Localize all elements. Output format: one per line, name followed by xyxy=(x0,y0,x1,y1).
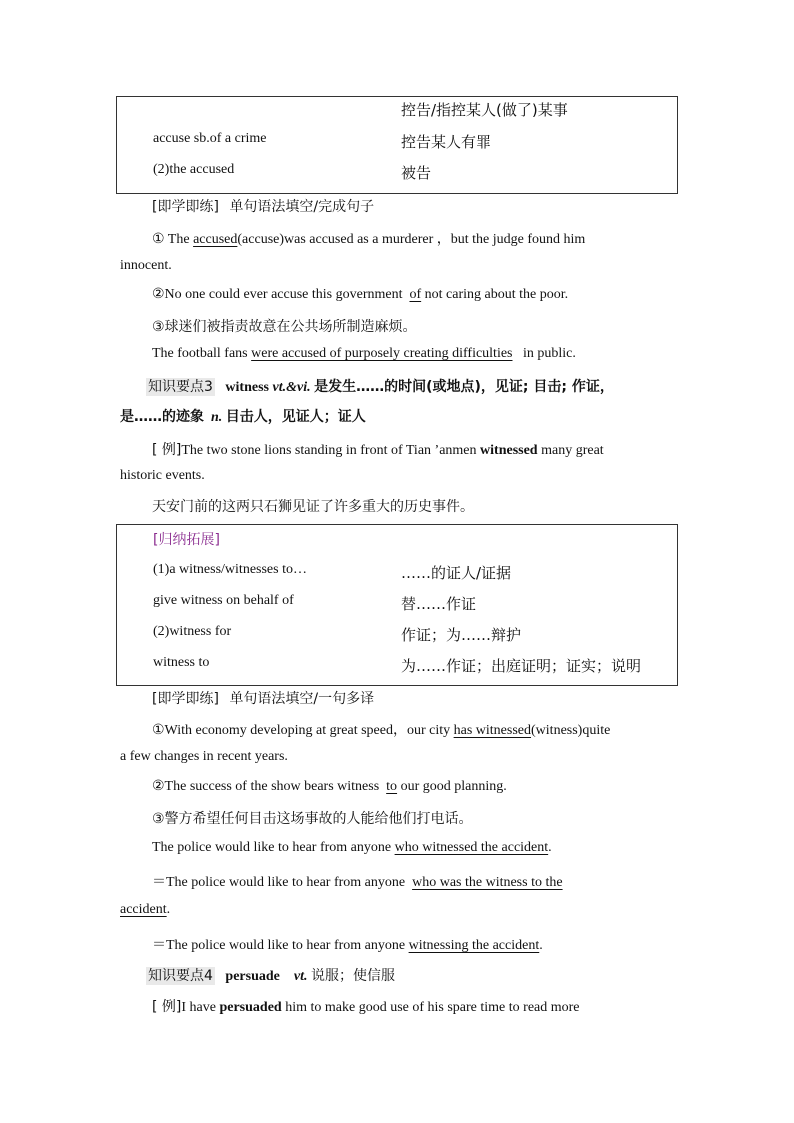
usage-en: accuse sb.of a crime xyxy=(153,131,267,146)
practice-heading xyxy=(152,688,676,708)
usage-en: give witness on behalf of xyxy=(153,593,294,608)
sentence-text: (witness)quite xyxy=(531,723,611,738)
answer-blank: who witnessed the accident xyxy=(394,840,549,855)
sentence-text: The football fans xyxy=(152,346,248,361)
practice-heading xyxy=(152,196,676,216)
usage-box-accuse xyxy=(116,96,678,194)
sentence-text: in public. xyxy=(523,346,576,361)
example-line xyxy=(152,996,676,1016)
exercise-line-cont: a few changes in recent years. xyxy=(120,749,288,764)
sentence-text: . xyxy=(548,840,552,855)
example-keyword: persuaded xyxy=(219,1000,282,1015)
usage-en: (2)witness for xyxy=(153,624,232,639)
sentence-text: not caring about the poor. xyxy=(424,287,569,302)
usage-cn: 控告某人有罪 xyxy=(401,133,492,151)
exercise-line-cn: ③球迷们被指责故意在公共场所制造麻烦。 xyxy=(152,319,417,335)
sentence-text: ②No one could ever accuse this government xyxy=(152,287,403,302)
exercise-line xyxy=(152,719,676,739)
exercise-line xyxy=(152,228,676,248)
usage-row xyxy=(153,593,667,617)
sentence-text: (accuse)was accused as a murderer ，but the judge found him xyxy=(237,232,586,247)
example-label: [ 例] xyxy=(152,999,182,1015)
example-line xyxy=(152,439,676,459)
usage-cn: 被告 xyxy=(401,164,432,182)
usage-row xyxy=(153,655,667,679)
sentence-text: ＝The police would like to hear from anyone xyxy=(152,875,406,890)
usage-cn: 替……作证 xyxy=(401,595,477,613)
usage-cn: 控告/指控某人(做了)某事 xyxy=(401,101,568,119)
answer-blank: accident xyxy=(120,902,167,917)
answer-blank: who was the witness to the xyxy=(412,875,563,890)
example-keyword: witnessed xyxy=(480,443,538,458)
usage-row xyxy=(153,131,667,155)
sentence-text: . xyxy=(539,938,543,953)
answer-blank: were accused of purposely creating difficulties xyxy=(251,346,513,361)
usage-en: witness to xyxy=(153,655,210,670)
answer-blank: accused xyxy=(193,232,238,247)
sentence-text: ＝The police would like to hear from anyone xyxy=(152,938,406,953)
usage-row xyxy=(153,562,667,586)
part-of-speech: vt.&vi. xyxy=(272,380,311,395)
box-title: [归纳拓展] xyxy=(153,532,220,548)
part-of-speech: n. xyxy=(211,410,223,425)
usage-cn: 为……作证；出庭证明；证实；说明 xyxy=(401,657,642,675)
answer-blank: of xyxy=(409,287,422,302)
exercise-line xyxy=(152,346,676,362)
exercise-line-cn: ③警方希望任何目击这场事故的人能给他们打电话。 xyxy=(152,811,473,827)
answer-blank: has witnessed xyxy=(453,723,532,738)
headword: witness xyxy=(225,380,269,395)
example-text: many great xyxy=(541,443,604,458)
example-text: The two stone lions standing in front of Tian ’anmen xyxy=(181,443,477,458)
knowledge-point-heading xyxy=(146,965,676,985)
usage-cn: 作证；为……辩护 xyxy=(401,626,522,644)
example-label: [ 例] xyxy=(152,442,182,458)
exercise-line xyxy=(152,840,676,856)
knowledge-point-tag: 知识要点3 xyxy=(148,379,213,395)
exercise-line-cont: innocent. xyxy=(120,258,172,273)
knowledge-point-heading-cont xyxy=(120,406,366,426)
sentence-text: our good planning. xyxy=(400,779,507,794)
example-line-cont: historic events. xyxy=(120,468,205,483)
usage-cn: ……的证人/证据 xyxy=(401,564,512,582)
practice-label: [即学即练] xyxy=(152,199,219,215)
exercise-line xyxy=(152,778,676,795)
example-text: him to make good use of his spare time to read more xyxy=(285,1000,580,1015)
exercise-line xyxy=(152,871,676,891)
sentence-text: The police would like to hear from anyone xyxy=(152,840,392,855)
sentence-text: ①With economy developing at great speed，our city xyxy=(152,723,451,738)
usage-en: (1)a witness/witnesses to… xyxy=(153,562,307,577)
exercise-line xyxy=(152,286,676,303)
practice-title: 单句语法填空/一句多译 xyxy=(229,691,375,707)
answer-blank: witnessing the accident xyxy=(408,938,540,953)
usage-en: (2)the accused xyxy=(153,162,235,177)
usage-row xyxy=(153,624,667,648)
definition: 是……的迹象 xyxy=(120,409,204,425)
sentence-text: . xyxy=(166,902,171,917)
sentence-text: ① The xyxy=(152,232,190,247)
box-title-row xyxy=(153,529,667,553)
practice-title: 单句语法填空/完成句子 xyxy=(229,199,375,215)
usage-box-witness xyxy=(116,524,678,686)
exercise-line xyxy=(152,934,676,954)
definition: 是发生……的时间(或地点)，见证; 目击; 作证， xyxy=(314,379,614,395)
headword: persuade xyxy=(225,969,280,984)
knowledge-point-heading xyxy=(146,376,676,396)
part-of-speech: vt. xyxy=(293,969,308,984)
usage-row xyxy=(153,99,667,123)
knowledge-point-tag: 知识要点4 xyxy=(148,968,213,984)
example-text: I have xyxy=(181,1000,216,1015)
usage-row xyxy=(153,162,667,186)
definition: 目击人，见证人；证人 xyxy=(225,409,366,425)
sentence-text: ②The success of the show bears witness xyxy=(152,779,380,794)
practice-label: [即学即练] xyxy=(152,691,219,707)
exercise-line-cont xyxy=(120,902,170,918)
answer-blank: to xyxy=(386,779,398,794)
definition: 说服；使信服 xyxy=(310,968,395,984)
example-translation: 天安门前的这两只石狮见证了许多重大的历史事件。 xyxy=(152,499,474,515)
